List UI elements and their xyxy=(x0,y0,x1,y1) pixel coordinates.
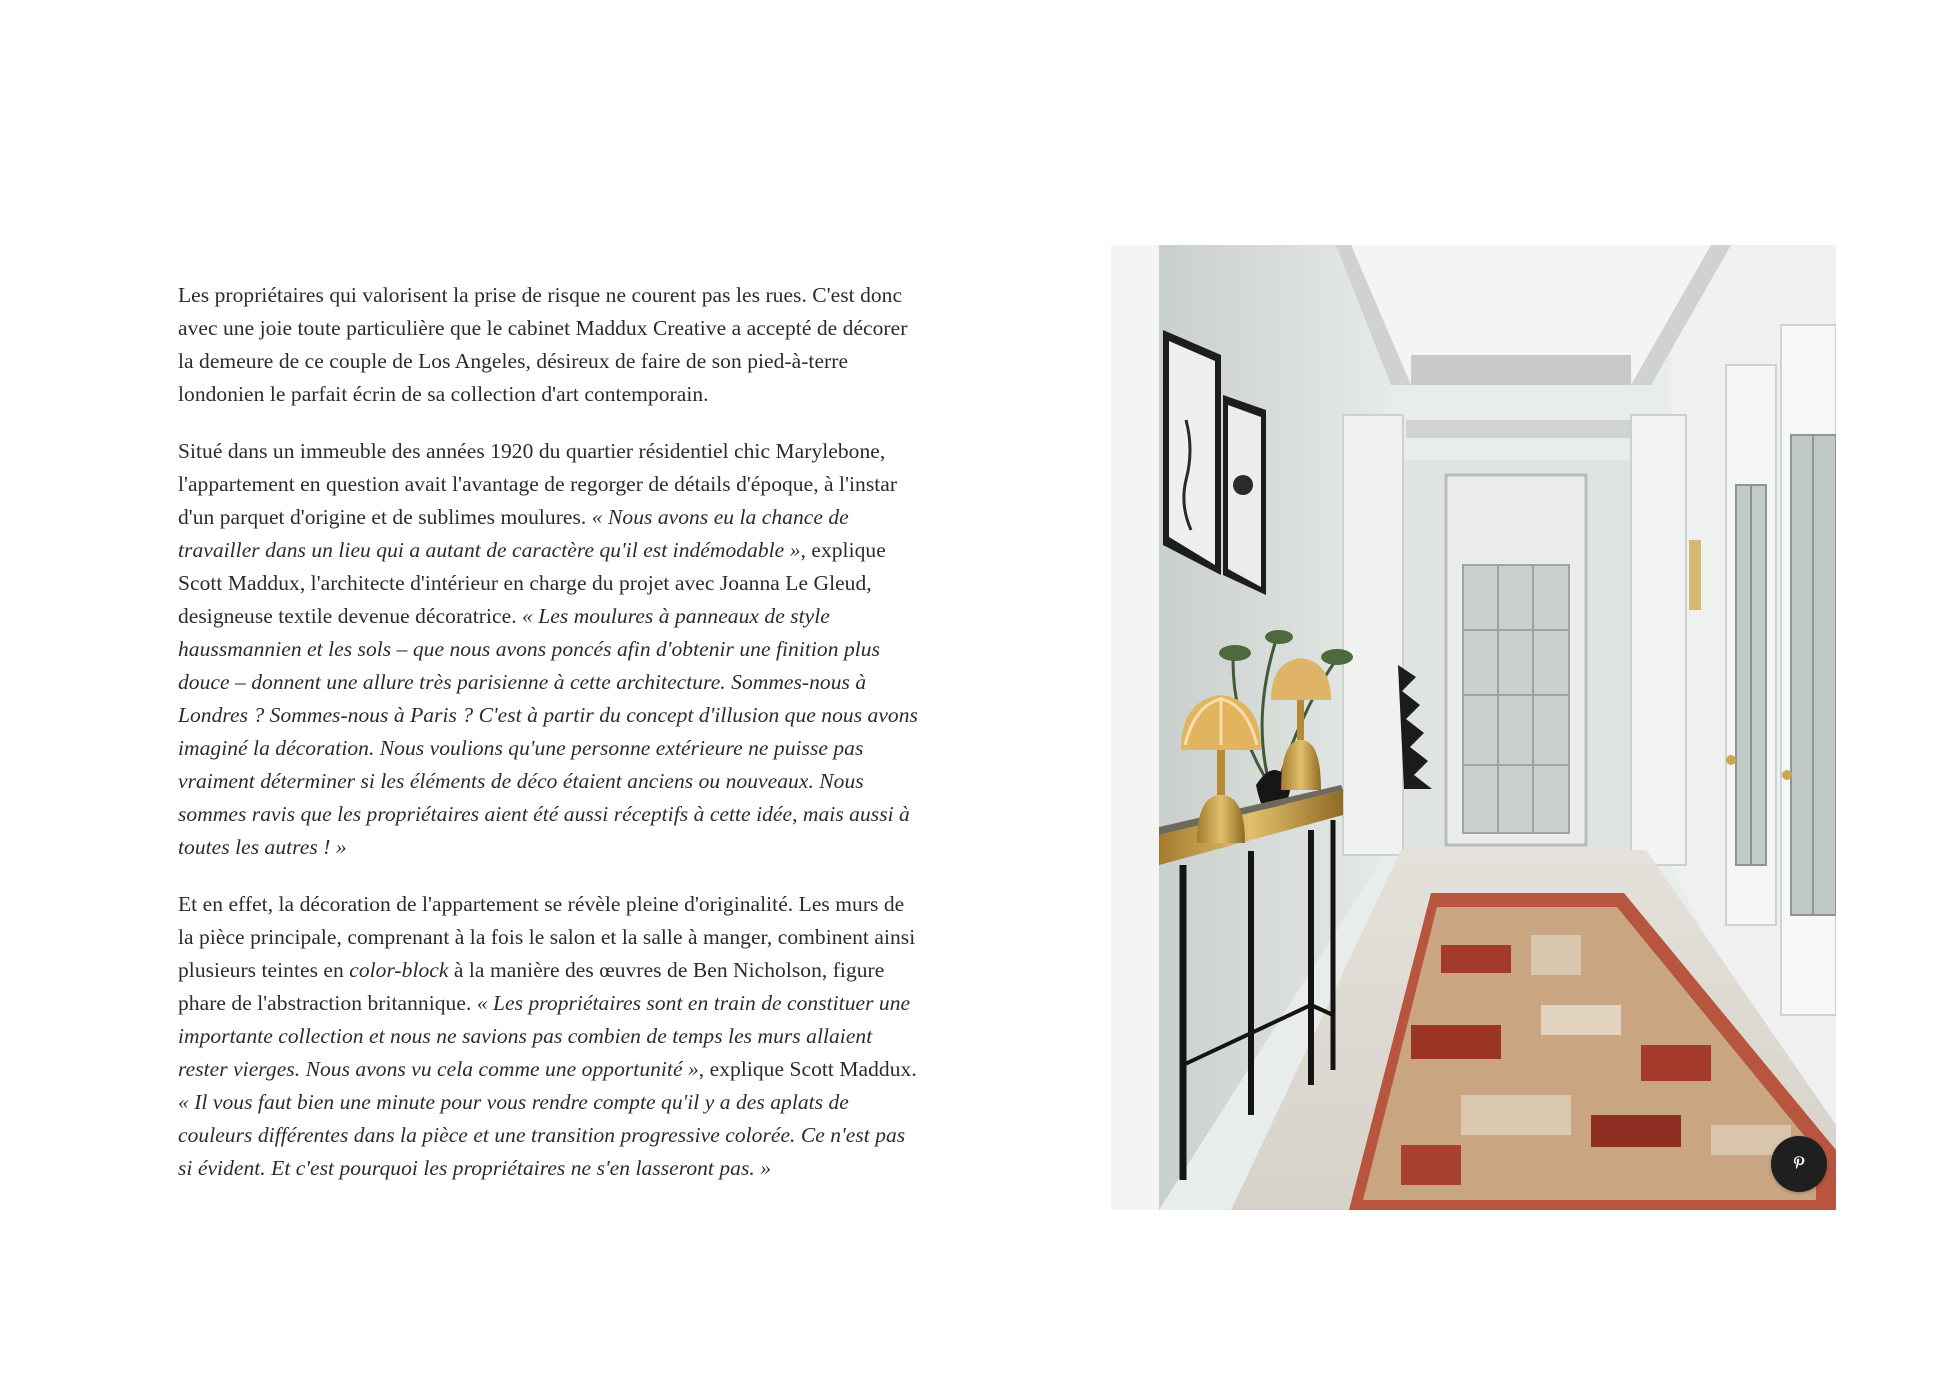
paragraph-text: , explique Scott Maddux. xyxy=(698,1057,917,1081)
quote: « Les moulures à panneaux de style haussmannien et les sols – que nous avons poncés afin d'obtenir une finition plus douce – donnent une allure très parisienne à cette architecture. Sommes-nous à Londres ? Sommes-nous à Paris ? C'est à partir du concept d'illusion que nous avons imaginé la décoration. Nous voulions qu'une personne extérieure ne puisse pas vraiment déterminer si les éléments de déco étaient anciens ou nouveaux. Nous sommes ravis que les propriétaires aient été aussi réceptifs à cette idée, mais aussi à toutes les autres ! » xyxy=(178,604,918,859)
emphasis: color-block xyxy=(349,958,449,982)
quote: « Il vous faut bien une minute pour vous rendre compte qu'il y a des aplats de couleurs différentes dans la pièce et une transition progressive colorée. Ce n'est pas si évident. Et c'est pourquoi les propriétaires ne s'en lasseront pas. » xyxy=(178,1090,906,1180)
article-body xyxy=(178,279,923,1209)
quote: « Les propriétaires sont en train de constituer une importante collection et nous ne savions pas combien de temps les murs allaient rester vierges. Nous avons vu cela comme une opportunité » xyxy=(178,991,911,1081)
paragraph-text: Et en effet, la décoration de l'appartement se révèle pleine d'originalité. Les murs de la pièce principale, comprenant à la fois le salon et la salle à manger, combinent ainsi plusieurs teintes en xyxy=(178,892,916,982)
article-paragraph-2 xyxy=(178,435,923,864)
article-paragraph-3 xyxy=(178,888,923,1185)
paragraph-text: , explique Scott Maddux, l'architecte d'intérieur en charge du projet avec Joanna Le Gleud, designeuse textile devenue décoratrice. xyxy=(178,538,886,628)
paragraph-text: à la manière des œuvres de Ben Nicholson, figure phare de l'abstraction britannique. xyxy=(178,958,885,1015)
quote: « Nous avons eu la chance de travailler dans un lieu qui a autant de caractère qu'il est indémodable » xyxy=(178,505,849,562)
pinterest-save-button[interactable] xyxy=(1771,1136,1827,1192)
paragraph-text: Les propriétaires qui valorisent la prise de risque ne courent pas les rues. C'est donc avec une joie toute particulière que le cabinet Maddux Creative a accepté de décorer la demeure de ce couple de Los Angeles, désireux de faire de son pied-à-terre londonien le parfait écrin de sa collection d'art contemporain. xyxy=(178,283,908,406)
article-paragraph-1 xyxy=(178,279,923,411)
paragraph-text: Situé dans un immeuble des années 1920 du quartier résidentiel chic Marylebone, l'appartement en question avait l'avantage de regorger de détails d'époque, à l'instar d'un parquet d'origine et de sublimes moulures. xyxy=(178,439,898,529)
hallway-illustration xyxy=(1111,245,1836,1210)
pinterest-icon xyxy=(1788,1153,1810,1175)
article-photo xyxy=(1111,245,1836,1210)
